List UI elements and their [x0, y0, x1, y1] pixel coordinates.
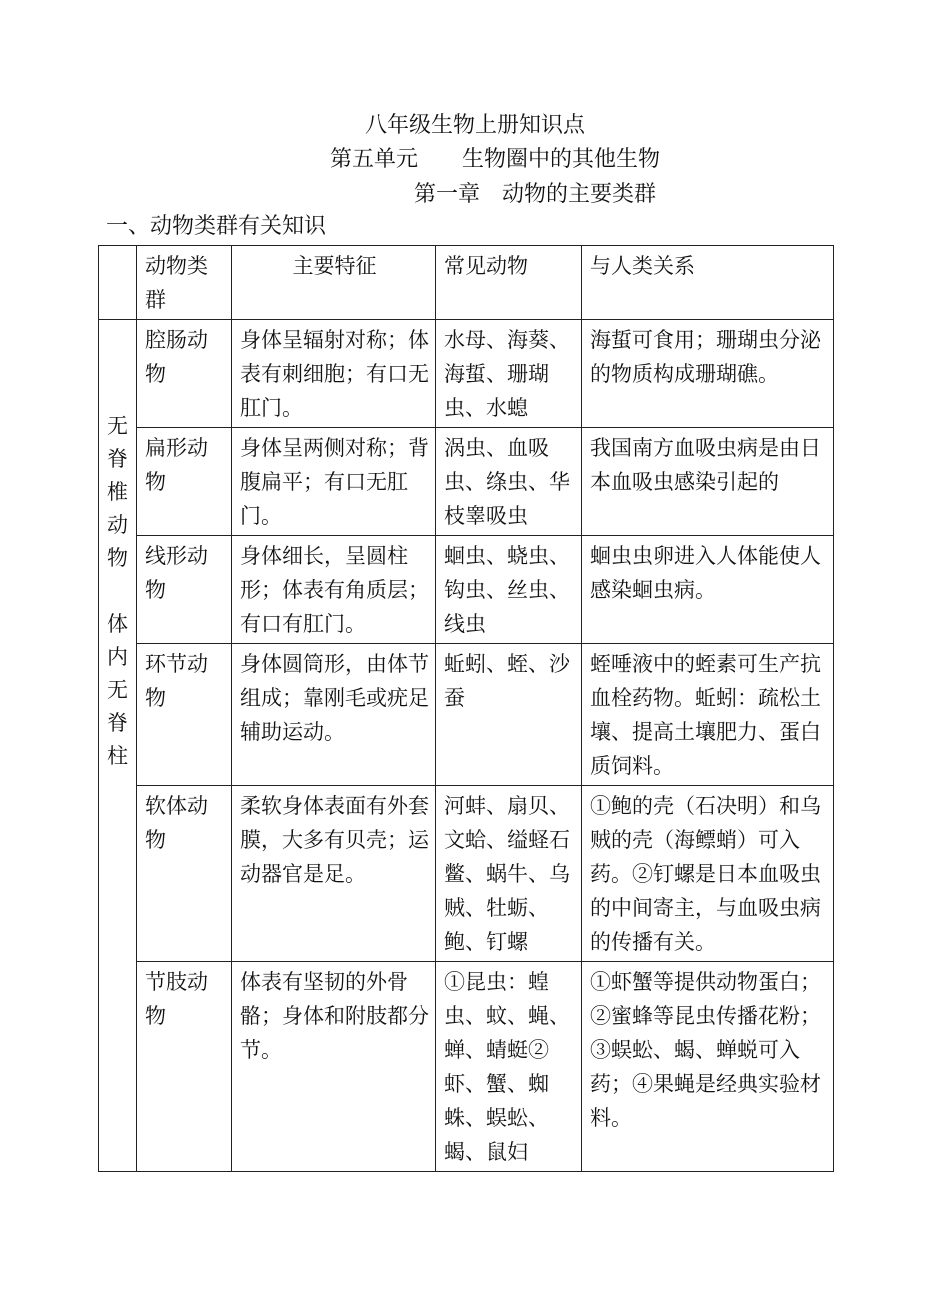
cell-relation: 海蜇可食用；珊瑚虫分泌的物质构成珊瑚礁。	[582, 320, 834, 428]
group-label-no-spine: 体内无脊柱	[107, 612, 128, 768]
table-row	[99, 644, 834, 786]
cell-group: 扁形动物	[137, 428, 232, 536]
chapter-heading: 第一章 动物的主要类群	[413, 182, 656, 207]
cell-animals: 涡虫、血吸虫、绦虫、华枝睾吸虫	[436, 428, 582, 536]
cell-feature: 身体呈两侧对称；背腹扁平；有口无肛门。	[232, 428, 436, 536]
cell-feature: 身体呈辐射对称；体表有刺细胞；有口无肛门。	[232, 320, 436, 428]
table-row	[99, 962, 834, 1172]
cell-relation: ①虾蟹等提供动物蛋白；②蜜蜂等昆虫传播花粉；③蜈蚣、蝎、蝉蜕可入药；④果蝇是经典实验材料。	[582, 962, 834, 1172]
document-title: 八年级生物上册知识点	[364, 113, 585, 138]
cell-group: 腔肠动物	[137, 320, 232, 428]
cell-feature: 体表有坚韧的外骨骼；身体和附肢都分节。	[232, 962, 436, 1172]
cell-group: 环节动物	[137, 644, 232, 786]
table-row	[99, 536, 834, 644]
animal-groups-table	[98, 245, 834, 1172]
table-row	[99, 428, 834, 536]
cell-relation: 蛭唾液中的蛭素可生产抗血栓药物。蚯蚓：疏松土壤、提高土壤肥力、蛋白质饲料。	[582, 644, 834, 786]
cell-relation: 我国南方血吸虫病是由日本血吸虫感染引起的	[582, 428, 834, 536]
cell-animals: ①昆虫：蝗虫、蚊、蝇、蝉、蜻蜓②虾、蟹、蜘蛛、蜈蚣、蝎、鼠妇	[436, 962, 582, 1172]
header-animals: 常见动物	[436, 246, 582, 320]
cell-feature: 柔软身体表面有外套膜，大多有贝壳；运动器官是足。	[232, 786, 436, 962]
cell-group: 线形动物	[137, 536, 232, 644]
cell-animals: 水母、海葵、海蜇、珊瑚虫、水螅	[436, 320, 582, 428]
header-relation: 与人类关系	[582, 246, 834, 320]
cell-relation: ①鲍的壳（石决明）和乌贼的壳（海鳔蛸）可入药。②钉螺是日本血吸虫的中间寄主，与血吸虫病的传播有关。	[582, 786, 834, 962]
table-row	[99, 786, 834, 962]
cell-feature: 身体细长，呈圆柱形；体表有角质层；有口有肛门。	[232, 536, 436, 644]
header-group: 动物类群	[137, 246, 232, 320]
header-feature: 主要特征	[232, 246, 436, 320]
header-blank-cell	[99, 246, 137, 320]
table-row	[99, 320, 834, 428]
cell-relation: 蛔虫虫卵进入人体能使人感染蛔虫病。	[582, 536, 834, 644]
section-heading: 一、动物类群有关知识	[106, 214, 327, 239]
cell-animals: 蛔虫、蛲虫、钩虫、丝虫、线虫	[436, 536, 582, 644]
unit-heading: 第五单元 生物圈中的其他生物	[329, 147, 660, 172]
invertebrate-label-cell	[99, 320, 137, 1172]
cell-animals: 河蚌、扇贝、文蛤、缢蛏石鳖、蜗牛、乌贼、牡蛎、鲍、钉螺	[436, 786, 582, 962]
cell-feature: 身体圆筒形，由体节组成；靠刚毛或疣足辅助运动。	[232, 644, 436, 786]
cell-group: 软体动物	[137, 786, 232, 962]
group-label-invertebrate: 无脊椎动物	[107, 414, 128, 570]
cell-group: 节肢动物	[137, 962, 232, 1172]
table-header-row	[99, 246, 834, 320]
cell-animals: 蚯蚓、蛭、沙蚕	[436, 644, 582, 786]
